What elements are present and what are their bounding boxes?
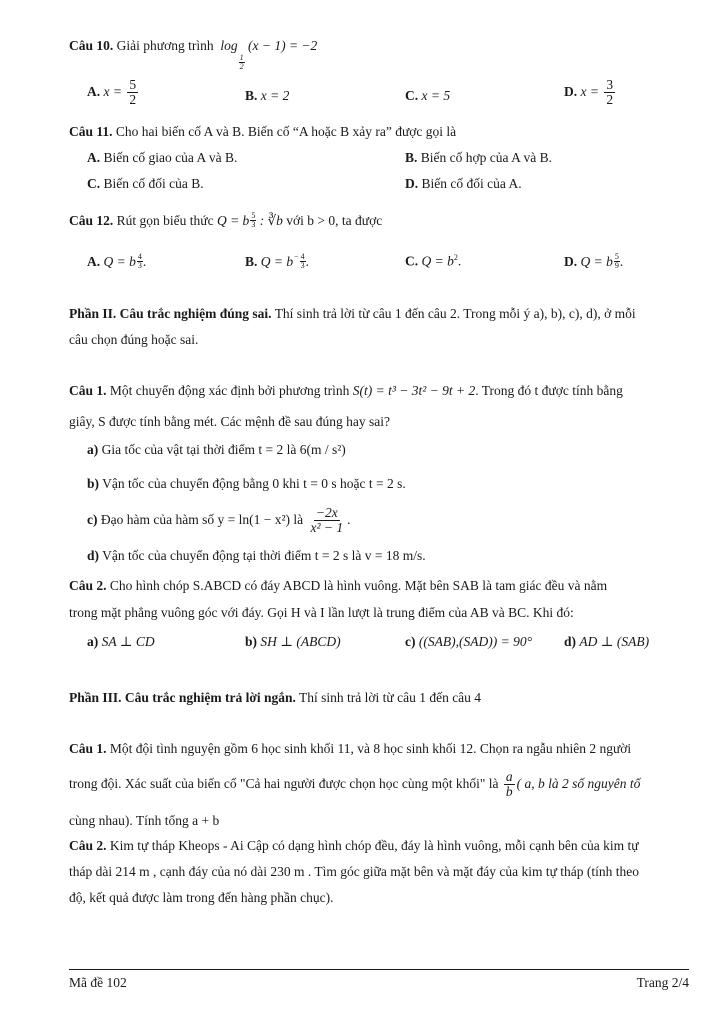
part-2-question-1: Câu 1. Một chuyển động xác định bởi phương trình S(t) = t³ − 3t² − 9t + 2. Trong đó t được tính bằng [69,383,623,398]
option-a [87,78,140,107]
question-text-cont: độ, kết quả được làm trong đến hàng phần chục). [69,890,334,905]
option-value: x = 2 [260,88,290,103]
exponent: $\frac{4}{3}$ [137,252,142,270]
option-lhs: x = [580,83,599,99]
option-a: A. Biến cố giao của A và B. [87,150,238,165]
section-intro: Thí sinh trả lời từ câu 1 đến câu 4 [299,690,482,705]
option-value: x = 5 [421,88,451,103]
option-b [245,88,289,104]
exponent: $\frac{5}{9}$ [614,252,619,270]
fraction: $\frac{5}{2}$ [129,77,137,108]
question-label: Câu 1. [69,741,107,756]
part-3-header [69,690,481,706]
exponent: − [294,252,299,261]
statement-d: d) AD ⊥ (SAB) [564,634,650,649]
question-10 [69,38,317,71]
question-text-cont: giây, S được tính bằng mét. Các mệnh đề sau đúng hay sai? [69,414,391,429]
part-2-header [69,306,636,322]
question-text: Một đội tình nguyện gồm 6 học sinh khối 11, và 8 học sinh khối 12. Chọn ra ngẫu nhiên 2 người [109,741,632,756]
question-label: Câu 2. [69,838,107,853]
part-2-intro-cont: câu chọn đúng hoặc sai. [69,332,199,347]
equation-tail: (x − 1) = −2 [247,38,318,53]
question-text: Rút gọn biểu thức [116,213,214,228]
option-d [564,78,617,107]
expression: Q = b [216,213,250,228]
statement-b: b) SH ⊥ (ABCD) [245,634,341,649]
statement-a: a) SA ⊥ CD [87,634,155,649]
question-text: Cho hai biến cố A và B. Biến cố “A hoặc B xảy ra” được gọi là [115,124,457,139]
statement-a: a) Gia tốc của vật tại thời điểm t = 2 là 6(m / s²) [87,442,346,457]
question-text-cont: tháp dài 214 m , cạnh đáy của nó dài 230 m . Tìm góc giữa mặt bên và mặt đáy của kim tự tháp (tính theo [69,864,639,879]
option-key: B. [245,88,258,103]
option-b: B. Q = b − $\frac{4}{3}$ . [245,252,310,270]
equation: S(t) = t³ − 3t² − 9t + 2 [352,383,476,398]
part-3-question-1 [69,741,631,757]
option-key: C. [405,88,419,103]
option-c: C. $Q = b^2$. [405,253,462,269]
footer-divider [69,969,689,970]
exam-code: Mã đề 102 [69,975,127,990]
option-a: A. Q = b $\frac{4}{3}$ . [87,252,147,270]
exponent: $\frac{5}{3}$ [251,211,256,229]
option-key: A. [87,83,101,99]
section-title: Phần II. Câu trắc nghiệm đúng sai. [69,306,272,321]
section-title: Phần III. Câu trắc nghiệm trả lời ngắn. [69,690,296,705]
page-number: Trang 2/4 [636,975,689,990]
option-b: B. Biến cố hợp của A và B. [405,150,553,165]
option-c [405,88,450,104]
part-3-question-2 [69,838,639,854]
statement-c: c) ((SAB),(SAD)) = 90° [405,634,532,649]
option-key: D. [564,83,578,99]
question-11 [69,124,456,140]
section-intro: Thí sinh trả lời từ câu 1 đến câu 2. Trong mỗi ý a), b), c), d), ở mỗi [274,306,636,321]
fraction: $\frac{-2x}{\text{x² − 1}}$ [310,505,344,536]
part-2-question-2 [69,578,607,594]
question-text: Giải phương trình [116,38,214,53]
expression-tail: : ∛b [259,213,283,228]
question-label: Câu 1. [69,383,107,398]
question-text-cont: trong mặt phẳng vuông góc với đáy. Gọi H và I lần lượt là trung điểm của AB và BC. Khi đó: [69,605,574,620]
question-text-cont: cùng nhau). Tính tổng a + b [69,813,220,828]
option-lhs: x = [103,83,122,99]
question-label: Câu 10. [69,38,114,53]
question-label: Câu 12. [69,213,114,228]
statement-c: c) Đạo hàm của hàm số y = ln(1 − x²) là $\frac{-2x}{\text{x² − 1}}$ . [87,505,351,536]
fraction: $\frac{a}{b}$ [505,769,513,800]
question-label: Câu 11. [69,124,113,139]
option-c: C. Biến cố đối của B. [87,176,204,191]
log-symbol: log $\frac{1}{2}$ [216,38,244,71]
question-12 [69,212,382,229]
statement-b: b) Vận tốc của chuyển động bằng 0 khi t = 0 s hoặc t = 2 s. [87,476,406,491]
exponent: $\frac{4}{3}$ [300,252,305,270]
option-d: D. Biến cố đối của A. [405,176,522,191]
question-text: Một chuyển động xác định bởi phương trình [109,383,350,398]
option-d: D. Q = b $\frac{5}{9}$ . [564,252,624,270]
fraction: $\frac{3}{2}$ [606,77,614,108]
question-label: Câu 2. [69,578,107,593]
question-text: Cho hình chóp S.ABCD có đáy ABCD là hình vuông. Mặt bên SAB là tam giác đều và nằm [109,578,608,593]
question-text: Kim tự tháp Kheops - Ai Cập có dạng hình chóp đều, đáy là hình vuông, mỗi cạnh bên của kim tự [109,838,639,853]
statement-d: d) Vận tốc của chuyển động tại thời điểm t = 2 s là v = 18 m/s. [87,548,426,563]
question-text-cont: trong đội. Xác suất của biến cố "Cả hai người được chọn học cùng một khối" là $\frac{a}{b}$ ( a, b là 2 số nguyên tố [69,769,641,800]
condition: với b > 0, ta được [286,213,383,228]
